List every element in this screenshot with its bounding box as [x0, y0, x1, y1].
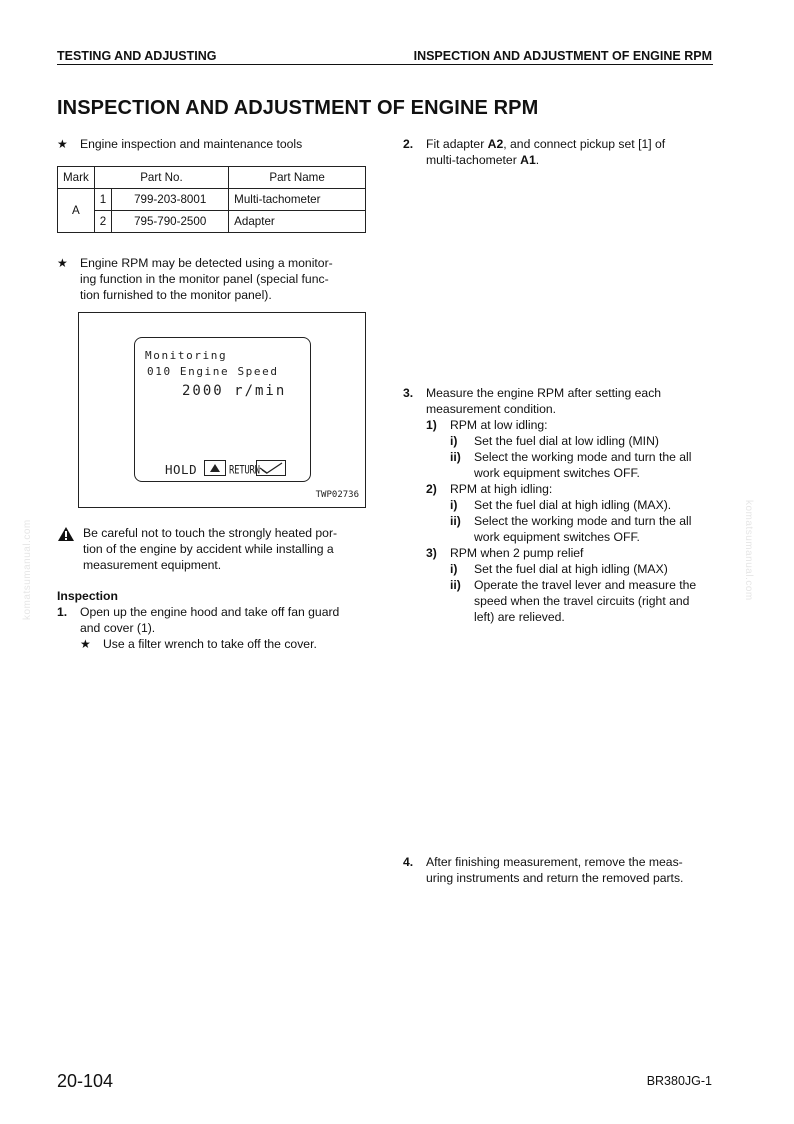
table-row	[58, 189, 366, 211]
warning-triangle-icon	[57, 525, 83, 573]
caution-text	[83, 525, 367, 573]
step-line: uring instruments and return the removed parts.	[426, 871, 684, 885]
list-item: i) Set the fuel dial at high idling (MAX)	[450, 562, 668, 576]
caution-note	[57, 525, 367, 573]
running-header-right: INSPECTION AND ADJUSTMENT OF ENGINE RPM	[413, 49, 712, 63]
tools-intro-text: Engine inspection and maintenance tools	[80, 137, 303, 151]
table-header-mark: Mark	[58, 167, 95, 189]
table-cell-part-name: Adapter	[229, 211, 366, 233]
watermark-right: komatsumanual.com	[743, 500, 754, 601]
step-1-note-text: Use a filter wrench to take off the cover.	[103, 637, 317, 651]
step-line: Measure the engine RPM after setting each	[426, 386, 662, 400]
running-header-left: TESTING AND ADJUSTING	[57, 49, 217, 63]
list-item: ii) Select the working mode and turn the all work equipment switches OFF.	[450, 514, 692, 544]
step-text: Fit adapter A2, and connect pickup set [1] of multi-tachometer A1.	[426, 137, 666, 167]
caution-line: tion of the engine by accident while installing a	[83, 542, 334, 556]
list-item: ii) Operate the travel lever and measure the speed when the travel circuits (right and left) are relieved.	[450, 578, 697, 624]
step-number: 2.	[403, 137, 414, 151]
step-text	[80, 604, 367, 636]
monitor-note-line: Engine RPM may be detected using a monitor-	[80, 256, 333, 270]
step-line: measurement condition.	[426, 402, 557, 416]
page-number: 20-104	[57, 1071, 114, 1091]
step-line: and cover (1).	[80, 621, 156, 635]
step-line: Open up the engine hood and take off fan guard	[80, 605, 340, 619]
table-row	[58, 211, 366, 233]
star-icon: ★	[80, 637, 91, 651]
monitor-note-line: tion furnished to the monitor panel).	[80, 288, 272, 302]
adapter-ref: A2	[487, 137, 504, 151]
table-header-row	[58, 167, 366, 189]
step-line: After finishing measurement, remove the meas-	[426, 855, 683, 869]
watermark-left: komatsumanual.com	[22, 519, 33, 620]
table-cell-mark: A	[58, 189, 95, 233]
condition-low-idling: 1) RPM at low idling:	[426, 418, 548, 432]
caution-line: Be careful not to touch the strongly heated por-	[83, 526, 338, 540]
model-code: BR380JG-1	[646, 1074, 712, 1088]
tachometer-ref: A1	[520, 153, 536, 167]
list-item: ii) Select the working mode and turn the all work equipment switches OFF.	[450, 450, 692, 480]
step-1-note	[57, 636, 367, 652]
table-cell-no: 2	[94, 211, 111, 233]
lcd-line-engine-speed: 010 Engine Speed	[147, 365, 279, 378]
tools-table	[57, 166, 366, 233]
table-cell-part-name: Multi-tachometer	[229, 189, 366, 211]
step-4	[403, 854, 713, 886]
step-3-intro	[426, 385, 713, 417]
checkmark-icon	[257, 461, 285, 475]
table-header-part-name: Part Name	[229, 167, 366, 189]
lcd-enter-button	[256, 460, 286, 476]
figure-id: TWP02736	[315, 490, 359, 500]
list-item: i) Set the fuel dial at low idling (MIN)	[450, 434, 659, 448]
inspection-heading: Inspection	[57, 589, 118, 603]
lcd-hold-label: HOLD	[165, 462, 198, 477]
monitor-note-text	[80, 255, 367, 303]
step-text	[426, 854, 713, 886]
step-2	[403, 136, 713, 168]
table-header-part-no: Part No.	[94, 167, 228, 189]
table-cell-part-no: 799-203-8001	[112, 189, 229, 211]
lcd-line-monitoring: Monitoring	[145, 349, 228, 362]
header-rule	[57, 64, 713, 65]
monitor-figure	[78, 312, 366, 508]
step-3	[403, 385, 713, 625]
step-number: 1.	[57, 605, 68, 619]
lcd-return-label: RETURN	[229, 464, 260, 478]
triangle-up-icon	[205, 461, 225, 475]
monitor-note	[57, 255, 367, 303]
star-icon: ★	[57, 256, 68, 270]
tools-intro	[57, 136, 367, 152]
left-column	[57, 136, 367, 303]
caution-line: measurement equipment.	[83, 558, 222, 572]
table-cell-part-no: 795-790-2500	[112, 211, 229, 233]
star-icon: ★	[57, 137, 68, 151]
lcd-line-rpm-value: 2000 r/min	[182, 383, 287, 399]
step-number: 3.	[403, 386, 414, 400]
inspection-section	[57, 588, 367, 652]
monitor-note-line: ing function in the monitor panel (special func-	[80, 272, 329, 286]
condition-pump-relief: 3) RPM when 2 pump relief	[426, 546, 584, 560]
list-item: i) Set the fuel dial at high idling (MAX).	[450, 498, 672, 512]
table-cell-no: 1	[94, 189, 111, 211]
monitor-lcd-screen	[134, 337, 311, 482]
step-number: 4.	[403, 855, 414, 869]
page-title: INSPECTION AND ADJUSTMENT OF ENGINE RPM	[57, 97, 539, 119]
lcd-up-button	[204, 460, 226, 476]
step-1	[57, 604, 367, 636]
condition-high-idling: 2) RPM at high idling:	[426, 482, 553, 496]
